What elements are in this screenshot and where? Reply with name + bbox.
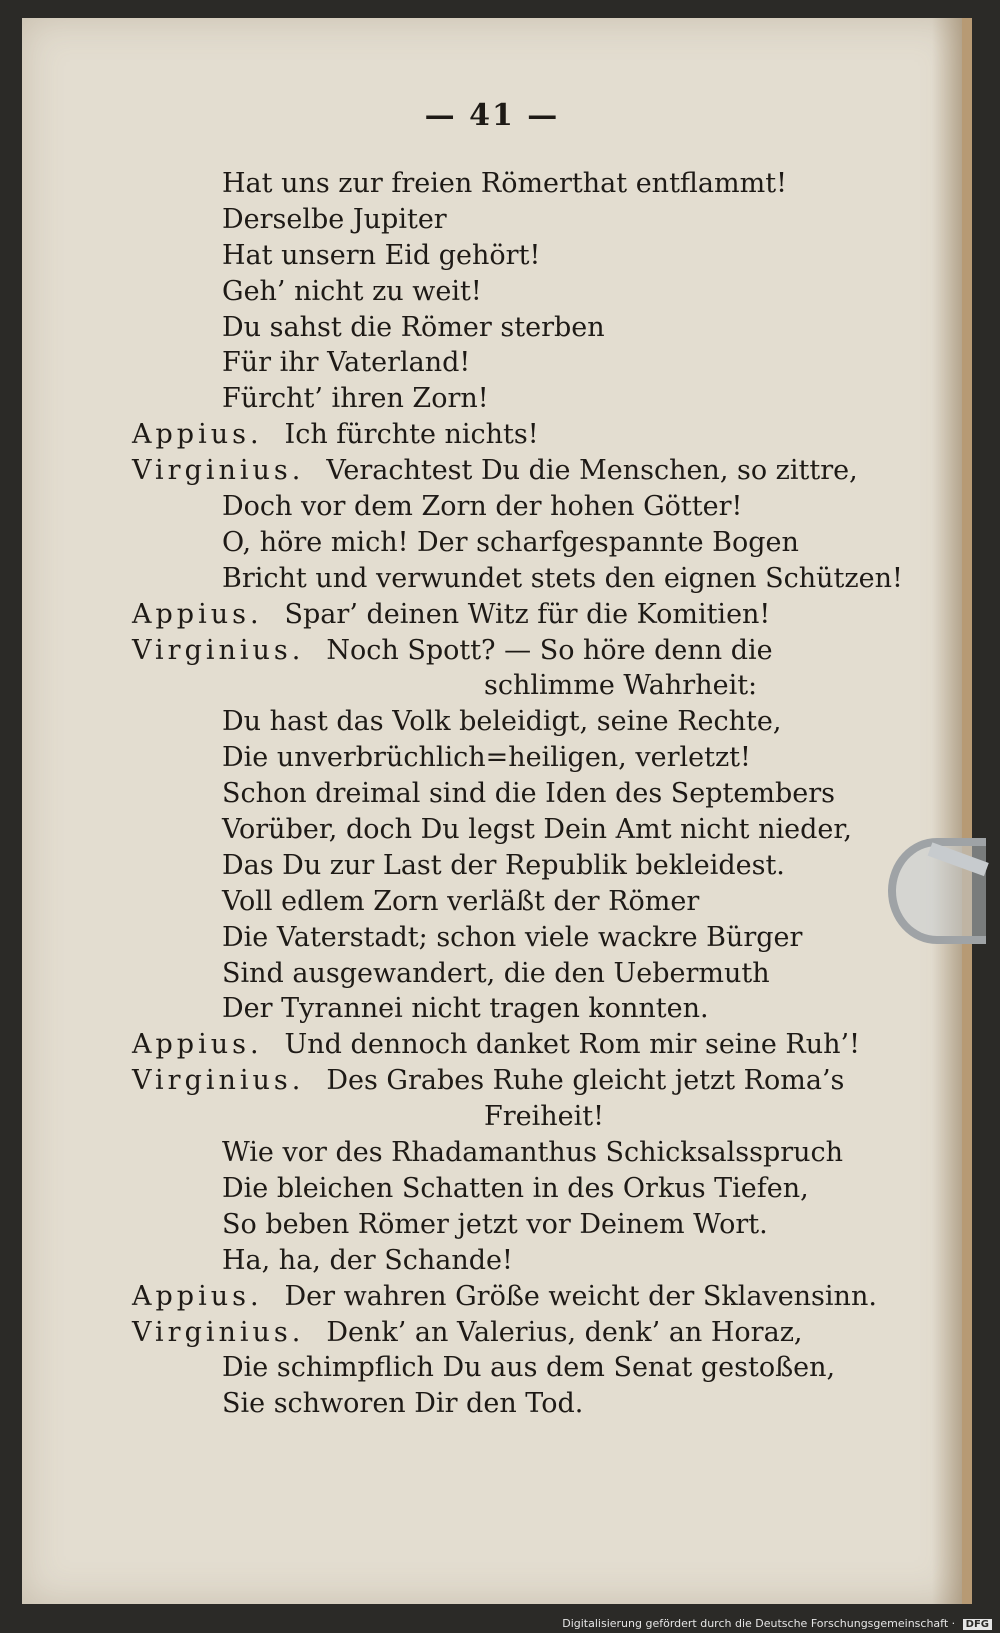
footer-text: Digitalisierung gefördert durch die Deutsche Forschungsgemeinschaft · (562, 1617, 956, 1630)
line-text: Der Tyrannei nicht tragen konnten. (222, 993, 709, 1025)
text-block (132, 166, 903, 1422)
page-number: — 41 — (424, 98, 560, 133)
line-text: So beben Römer jetzt vor Deinem Wort. (222, 1208, 768, 1240)
line-text: Ha, ha, der Schande! (222, 1244, 513, 1276)
verse-line (132, 1171, 872, 1207)
verse-line (132, 1350, 872, 1386)
verse-line (132, 1135, 872, 1171)
line-text: Des Grabes Ruhe gleicht jetzt Roma’s (326, 1065, 845, 1097)
verse-line (132, 345, 872, 381)
speaker-line (132, 1279, 877, 1315)
line-text: Du hast das Volk beleidigt, seine Rechte, (222, 706, 782, 738)
line-text: Schon dreimal sind die Iden des Septembers (222, 778, 835, 810)
line-text: O, höre mich! Der scharfgespannte Bogen (222, 526, 799, 558)
line-text: Das Du zur Last der Republik bekleidest. (222, 849, 785, 881)
line-text: Sie schworen Dir den Tod. (222, 1388, 584, 1420)
verse-line (132, 166, 872, 202)
line-text: Sind ausgewandert, die den Uebermuth (222, 957, 770, 989)
verse-line (132, 238, 872, 274)
verse-line (132, 920, 872, 956)
footer-credit (562, 1617, 992, 1630)
verse-line (132, 704, 872, 740)
line-text: Du sahst die Römer sterben (222, 311, 605, 343)
dfg-logo-icon: DFG (963, 1619, 992, 1630)
book-page (22, 18, 962, 1604)
line-text: Doch vor dem Zorn der hohen Götter! (222, 491, 743, 523)
verse-line (132, 561, 903, 597)
speaker-line (132, 453, 872, 489)
verse-line (132, 1386, 872, 1422)
line-text: Verachtest Du die Menschen, so zittre, (326, 455, 858, 487)
verse-line (132, 489, 872, 525)
line-text: Die unverbrüchlich=heiligen, verletzt! (222, 742, 751, 774)
verse-line (132, 812, 872, 848)
speaker-name: Virginius. (132, 1065, 305, 1097)
line-text: Der wahren Größe weicht der Sklavensinn. (284, 1280, 877, 1312)
verse-line (132, 668, 872, 704)
verse-line (132, 1099, 872, 1135)
verse-line (132, 310, 872, 346)
verse-line (132, 525, 872, 561)
speaker-name: Appius. (132, 419, 263, 451)
speaker-line (132, 417, 872, 453)
verse-line (132, 740, 872, 776)
verse-line (132, 274, 872, 310)
verse-line (132, 991, 872, 1027)
page-edge (962, 18, 972, 1604)
line-text: Geh’ nicht zu weit! (222, 275, 482, 307)
line-text: Spar’ deinen Witz für die Komitien! (284, 598, 771, 630)
line-text: Die bleichen Schatten in des Orkus Tiefen, (222, 1172, 809, 1204)
line-text: Ich fürchte nichts! (284, 419, 539, 451)
speaker-line (132, 597, 872, 633)
line-text: Die schimpflich Du aus dem Senat gestoßen, (222, 1352, 836, 1384)
line-text: Hat unsern Eid gehört! (222, 239, 541, 271)
line-text: Wie vor des Rhadamanthus Schicksalsspruch (222, 1137, 844, 1169)
verse-line (132, 776, 872, 812)
speaker-line (132, 633, 872, 669)
line-text: Die Vaterstadt; schon viele wackre Bürger (222, 921, 803, 953)
page-gutter-shadow (932, 18, 962, 1604)
speaker-line (132, 1315, 872, 1351)
line-text: Bricht und verwundet stets den eignen Schützen! (222, 562, 903, 594)
verse-line (132, 884, 872, 920)
speaker-name: Virginius. (132, 1316, 305, 1348)
line-text: Noch Spott? — So höre denn die (326, 634, 773, 666)
line-text: Derselbe Jupiter (222, 203, 447, 235)
line-text: Und dennoch danket Rom mir seine Ruh’! (284, 1029, 860, 1061)
verse-line (132, 848, 872, 884)
line-text: Fürcht’ ihren Zorn! (222, 383, 489, 415)
speaker-line (132, 1063, 872, 1099)
speaker-line (132, 1027, 872, 1063)
line-text: Vorüber, doch Du legst Dein Amt nicht nieder, (222, 814, 852, 846)
line-text: Voll edlem Zorn verläßt der Römer (222, 885, 700, 917)
line-text: schlimme Wahrheit: (484, 670, 758, 702)
speaker-name: Appius. (132, 1029, 263, 1061)
line-text: Freiheit! (484, 1101, 604, 1133)
line-text: Hat uns zur freien Römerthat entflammt! (222, 168, 787, 199)
verse-line (132, 1243, 872, 1279)
verse-line (132, 956, 872, 992)
line-text: Für ihr Vaterland! (222, 347, 471, 379)
line-text: Denk’ an Valerius, denk’ an Horaz, (326, 1316, 803, 1348)
verse-line (132, 202, 872, 238)
speaker-name: Virginius. (132, 634, 305, 666)
verse-line (132, 1207, 872, 1243)
speaker-name: Appius. (132, 1280, 263, 1312)
verse-line (132, 381, 872, 417)
speaker-name: Appius. (132, 598, 263, 630)
speaker-name: Virginius. (132, 455, 305, 487)
